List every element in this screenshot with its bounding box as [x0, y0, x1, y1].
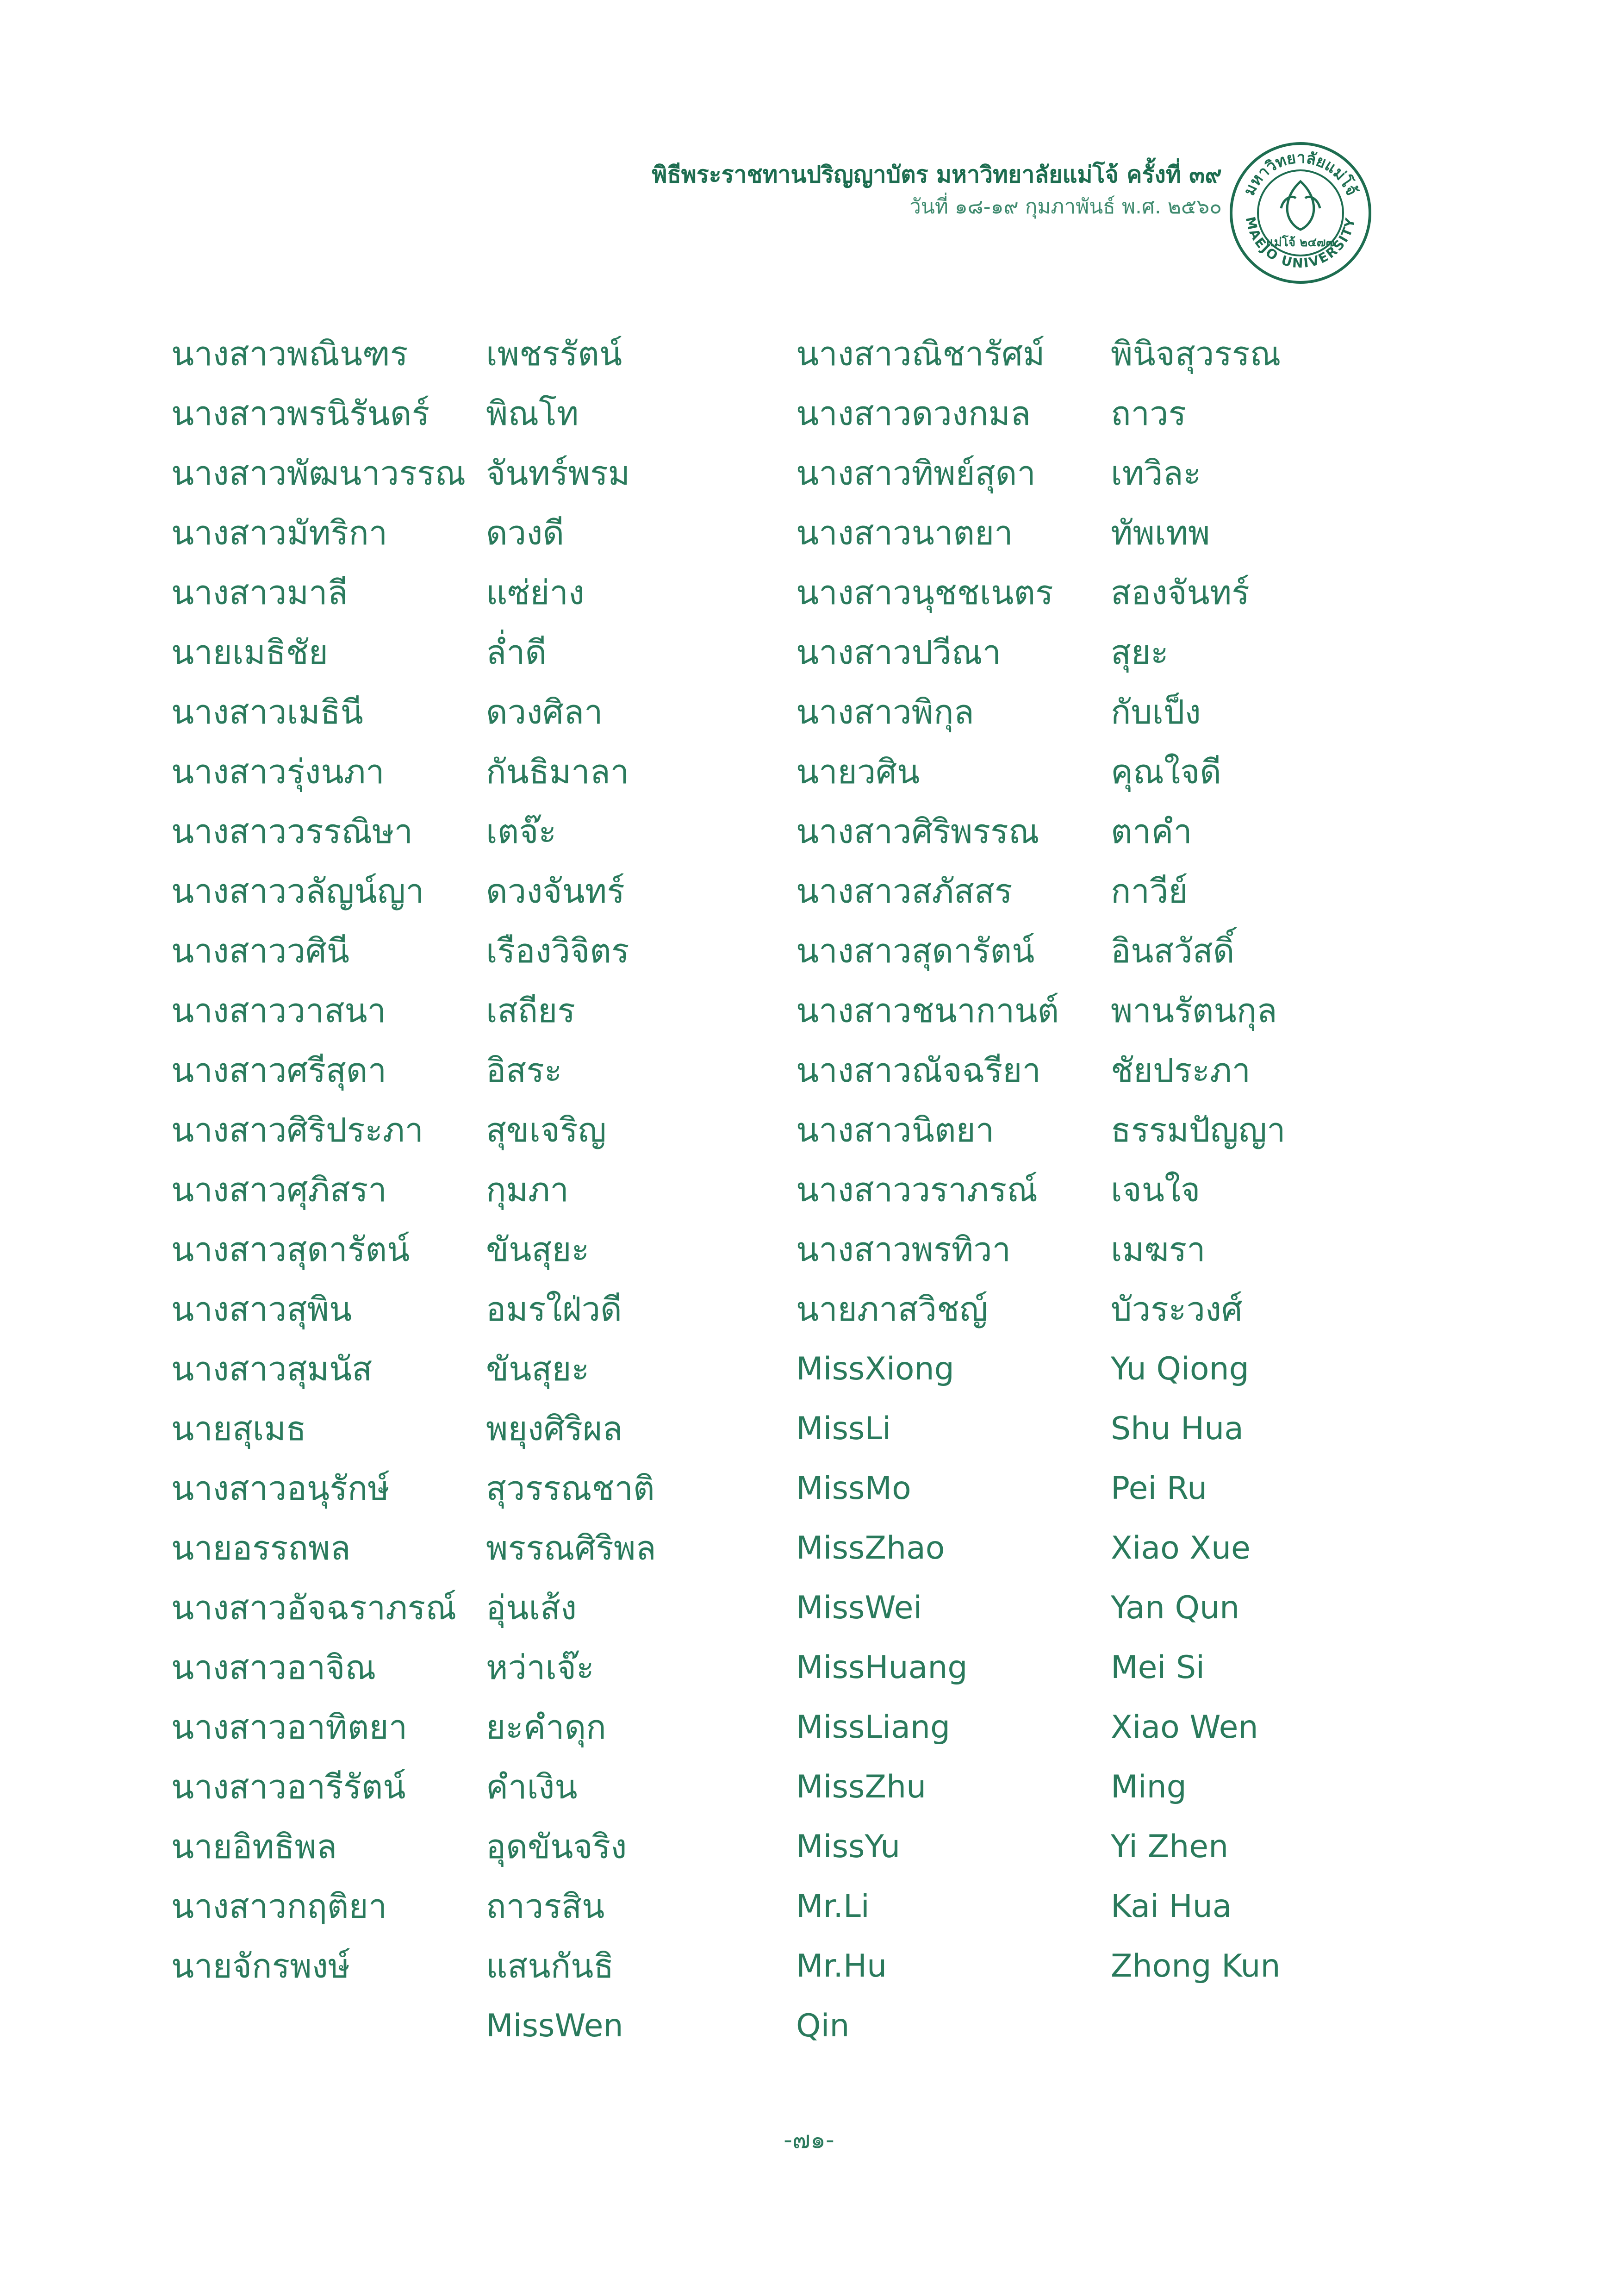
first-name-left: นางสาวกฤติยา	[171, 1887, 387, 1926]
last-name-left: หว่าเจ๊ะ	[486, 1648, 594, 1687]
name-row	[171, 443, 1375, 503]
first-name-right: MissZhu	[796, 1769, 927, 1805]
first-name-left: นางสาววลัญน์ญา	[171, 872, 424, 911]
last-name-right: พานรัตนกุล	[1111, 991, 1277, 1030]
first-name-right: MissXiong	[796, 1351, 954, 1387]
seal-top-text: มหาวิทยาลัยแม่โจ้	[1240, 148, 1361, 199]
last-name-right: สุยะ	[1111, 633, 1169, 672]
first-name-left: นางสาวสุดารัตน์	[171, 1230, 410, 1269]
last-name-right: ตาคำ	[1111, 812, 1192, 851]
first-name-right: นางสาวทิพย์สุดา	[796, 454, 1036, 493]
last-name-left: MissWen	[486, 2008, 623, 2044]
last-name-right: Yi Zhen	[1111, 1828, 1229, 1865]
first-name-left: นางสาววาสนา	[171, 991, 386, 1030]
name-row	[171, 1996, 1375, 2056]
ceremony-date: วันที่ ๑๘-๑๙ กุมภาพันธ์ พ.ศ. ๒๕๖๐	[909, 195, 1222, 218]
first-name-right: นางสาวปวีณา	[796, 633, 1001, 672]
last-name-left: พิณโท	[486, 394, 579, 433]
last-name-left: ล่ำดี	[486, 633, 547, 672]
first-name-right: Mr.Li	[796, 1888, 870, 1925]
first-name-right: นางสาวชนากานต์	[796, 991, 1059, 1030]
last-name-right: สองจันทร์	[1111, 573, 1250, 612]
first-name-right: นางสาวพิกุล	[796, 693, 974, 731]
last-name-right: พินิจสุวรรณ	[1111, 334, 1281, 373]
svg-text:มหาวิทยาลัยแม่โจ้	[1240, 149, 1361, 199]
last-name-right: Kai Hua	[1111, 1888, 1232, 1925]
name-row	[171, 742, 1375, 802]
last-name-left: เตจ๊ะ	[486, 812, 557, 851]
last-name-left: เรืองวิจิตร	[486, 931, 629, 970]
first-name-right: Mr.Hu	[796, 1948, 887, 1984]
last-name-left: คำเงิน	[486, 1767, 578, 1806]
first-name-left: นางสาวอาจิณ	[171, 1648, 376, 1687]
first-name-left: นายอิทธิพล	[171, 1827, 337, 1866]
first-name-left: นางสาวพณินฑร	[171, 334, 408, 373]
first-name-right: นางสาวณิชารัศม์	[796, 334, 1045, 373]
name-row	[171, 1638, 1375, 1697]
first-name-right: นายภาสวิชญ์	[796, 1290, 988, 1329]
first-name-right: นางสาวสภัสสร	[796, 872, 1013, 911]
name-row	[171, 1936, 1375, 1996]
graduate-name-list	[171, 324, 1375, 2056]
last-name-left: อิสระ	[486, 1051, 562, 1090]
last-name-right: กาวีย์	[1111, 872, 1188, 911]
first-name-left: นางสาวศุภิสรา	[171, 1170, 387, 1209]
first-name-left: นางสาวอัจฉราภรณ์	[171, 1588, 457, 1627]
first-name-right: MissHuang	[796, 1649, 968, 1686]
last-name-right: Yu Qiong	[1111, 1351, 1249, 1387]
first-name-left: นางสาวเมธินี	[171, 693, 363, 731]
first-name-right: นางสาวดวงกมล	[796, 394, 1031, 433]
seal-center-text: แม่โจ้ ๒๔๗๗	[1266, 236, 1335, 250]
first-name-right: นางสาวนิตยา	[796, 1111, 995, 1149]
last-name-left: เสถียร	[486, 991, 576, 1030]
name-row	[171, 563, 1375, 623]
last-name-right: Zhong Kun	[1111, 1948, 1281, 1984]
last-name-right: Shu Hua	[1111, 1410, 1244, 1447]
last-name-right: ทัพเทพ	[1111, 513, 1210, 552]
name-row	[171, 861, 1375, 921]
first-name-left: นางสาวพรนิรันดร์	[171, 394, 430, 433]
first-name-left: นายจักรพงษ์	[171, 1947, 350, 1985]
university-seal-logo	[1226, 139, 1375, 287]
last-name-right: ชัยประภา	[1111, 1051, 1251, 1090]
name-row	[171, 981, 1375, 1041]
last-name-left: เพชรรัตน์	[486, 334, 622, 373]
first-name-right: MissLi	[796, 1410, 891, 1447]
first-name-right: นางสาววราภรณ์	[796, 1170, 1038, 1209]
name-row	[171, 384, 1375, 443]
last-name-left: สุขเจริญ	[486, 1111, 606, 1149]
first-name-left: นางสาวพัฒนาวรรณ	[171, 454, 466, 493]
last-name-right: Xiao Wen	[1111, 1709, 1258, 1746]
name-row	[171, 623, 1375, 682]
first-name-left: นางสาวสุมนัส	[171, 1349, 373, 1388]
last-name-right: Ming	[1111, 1769, 1187, 1805]
last-name-left: อุ่นเส้ง	[486, 1588, 577, 1627]
last-name-right: Mei Si	[1111, 1649, 1205, 1686]
first-name-right: MissYu	[796, 1828, 901, 1865]
name-row	[171, 682, 1375, 742]
name-row	[171, 1877, 1375, 1936]
first-name-right: MissLiang	[796, 1709, 951, 1746]
page-number: -๗๑-	[784, 2126, 834, 2154]
name-row	[171, 1578, 1375, 1638]
first-name-left: นายอรรถพล	[171, 1529, 351, 1567]
first-name-left: นางสาวสุพิน	[171, 1290, 352, 1329]
name-row	[171, 1220, 1375, 1279]
last-name-left: ขันสุยะ	[486, 1230, 590, 1269]
last-name-left: จันทร์พรม	[486, 454, 630, 493]
first-name-left: นางสาวมัทริกา	[171, 513, 388, 552]
name-row	[171, 1339, 1375, 1399]
last-name-right: อินสวัสดิ์	[1111, 931, 1235, 970]
first-name-right: นางสาวนาตยา	[796, 513, 1013, 552]
name-row	[171, 1459, 1375, 1518]
header	[648, 157, 1222, 222]
name-row	[171, 921, 1375, 981]
name-row	[171, 1279, 1375, 1339]
first-name-right: นางสาวสุดารัตน์	[796, 931, 1035, 970]
last-name-right: คุณใจดี	[1111, 752, 1222, 791]
first-name-left: นายสุเมธ	[171, 1409, 306, 1448]
first-name-left: นางสาวมาลี	[171, 573, 348, 612]
seal-bottom-text: MAEJO UNIVERSITY	[1242, 215, 1358, 271]
last-name-right: บัวระวงศ์	[1111, 1290, 1243, 1329]
last-name-left: แซ่ย่าง	[486, 573, 585, 612]
first-name-right: นางสาวนุชชเนตร	[796, 573, 1053, 612]
last-name-right: Yan Qun	[1111, 1590, 1240, 1626]
name-row	[171, 1697, 1375, 1757]
last-name-right: Xiao Xue	[1111, 1530, 1251, 1566]
first-name-right: Qin	[796, 2008, 850, 2044]
last-name-right: เทวิละ	[1111, 454, 1201, 493]
first-name-left: นางสาวศรีสุดา	[171, 1051, 387, 1090]
last-name-left: ดวงจันทร์	[486, 872, 625, 911]
first-name-right: นางสาวณัจฉรียา	[796, 1051, 1041, 1090]
name-row	[171, 1100, 1375, 1160]
first-name-right: นางสาวศิริพรรณ	[796, 812, 1039, 851]
first-name-left: นางสาวอาทิตยา	[171, 1708, 408, 1747]
last-name-left: ดวงศิลา	[486, 693, 603, 731]
ceremony-title: พิธีพระราชทานปริญญาบัตร มหาวิทยาลัยแม่โจ้ ครั้งที่ ๓๙	[652, 161, 1222, 188]
last-name-left: สุวรรณชาติ	[486, 1469, 655, 1508]
last-name-right: ถาวร	[1111, 394, 1187, 433]
first-name-left: นางสาววศินี	[171, 931, 349, 970]
first-name-right: นายวศิน	[796, 752, 920, 791]
first-name-left: นางสาวอนุรักษ์	[171, 1469, 390, 1508]
last-name-left: กันธิมาลา	[486, 752, 629, 791]
first-name-left: นายเมธิชัย	[171, 633, 328, 672]
first-name-right: MissWei	[796, 1590, 922, 1626]
first-name-right: นางสาวพรทิวา	[796, 1230, 1011, 1269]
last-name-right: Pei Ru	[1111, 1470, 1207, 1507]
first-name-left: นางสาวศิริประภา	[171, 1111, 423, 1149]
first-name-right: MissMo	[796, 1470, 911, 1507]
name-row	[171, 1518, 1375, 1578]
name-row	[171, 1757, 1375, 1817]
last-name-left: ยะคำดุก	[486, 1708, 606, 1747]
name-row	[171, 1399, 1375, 1459]
name-row	[171, 324, 1375, 384]
name-row	[171, 503, 1375, 563]
last-name-left: ขันสุยะ	[486, 1349, 590, 1388]
last-name-left: ถาวรสิน	[486, 1887, 605, 1926]
last-name-left: อุดขันจริง	[486, 1827, 627, 1866]
first-name-right: MissZhao	[796, 1530, 945, 1566]
last-name-right: กับเป็ง	[1111, 693, 1201, 731]
first-name-left: นางสาวรุ่งนภา	[171, 752, 385, 791]
last-name-right: ธรรมปัญญา	[1111, 1111, 1286, 1149]
last-name-left: แสนกันธิ	[486, 1947, 614, 1985]
last-name-right: เจนใจ	[1111, 1170, 1201, 1209]
name-row	[171, 1041, 1375, 1100]
last-name-right: เมฆรา	[1111, 1230, 1206, 1269]
first-name-left: นางสาวอารีรัตน์	[171, 1767, 406, 1806]
last-name-left: พรรณศิริพล	[486, 1529, 656, 1567]
name-row	[171, 1160, 1375, 1220]
last-name-left: กุมภา	[486, 1170, 569, 1209]
first-name-left: นางสาววรรณิษา	[171, 812, 413, 851]
last-name-left: อมรใฝ่วดี	[486, 1290, 622, 1329]
name-row	[171, 802, 1375, 861]
last-name-left: พยุงศิริผล	[486, 1409, 623, 1448]
last-name-left: ดวงดี	[486, 513, 565, 552]
name-row	[171, 1817, 1375, 1877]
